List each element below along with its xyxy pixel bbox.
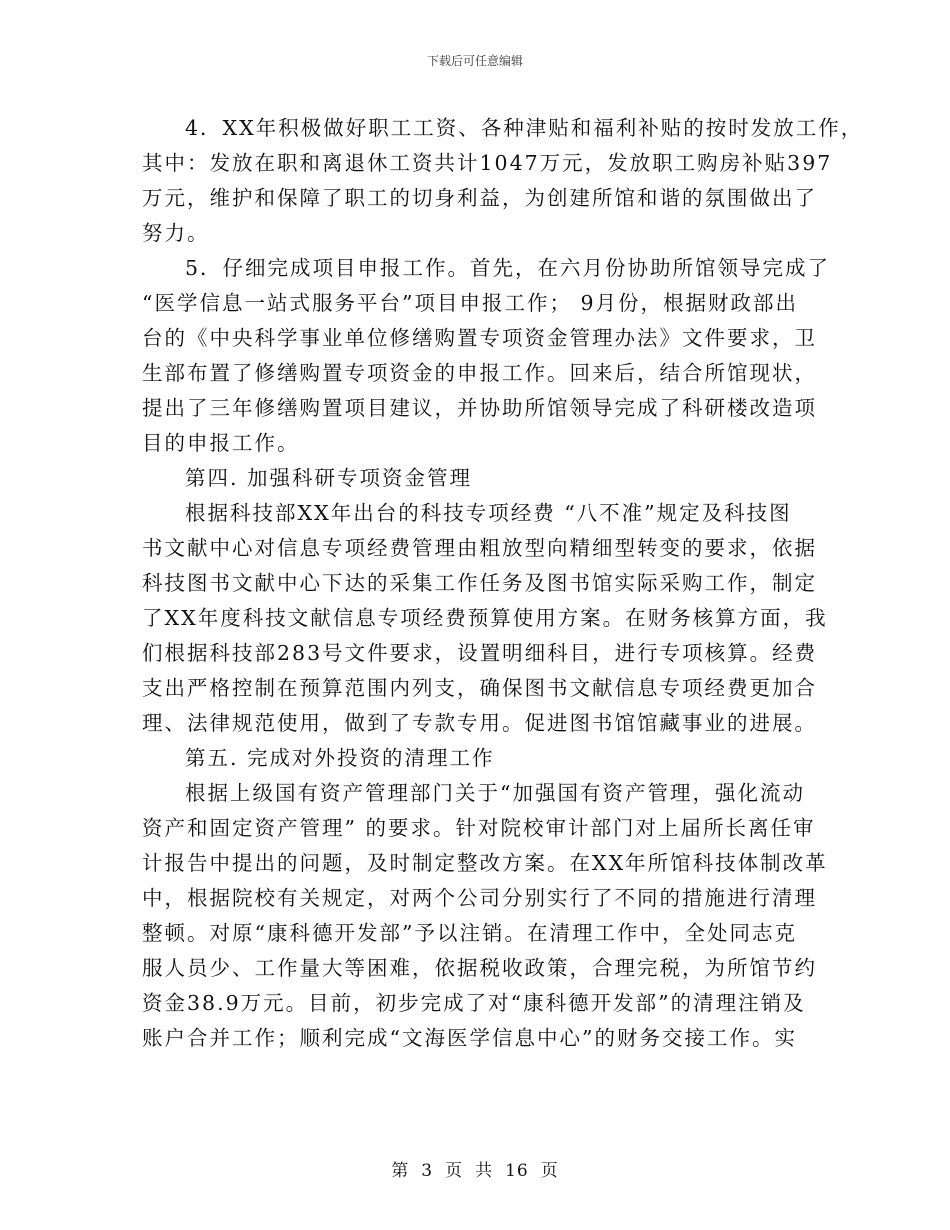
footer-di: 第	[391, 1161, 410, 1181]
body-line: 努力。	[142, 221, 210, 245]
body-line: 理、法律规范使用，做到了专款专用。促进图书馆馆藏事业的进展。	[142, 711, 817, 735]
page-number: 3	[421, 1161, 434, 1181]
page-footer	[0, 1156, 950, 1181]
footer-gong: 共	[475, 1161, 494, 1181]
footer-ye: 页	[445, 1161, 464, 1181]
body-line: 们根据科技部283号文件要求，设置明细科目，进行专项核算。经费	[142, 641, 818, 665]
body-line: 计报告中提出的问题，及时制定整改方案。在XX年所馆科技体制改革	[142, 851, 828, 875]
body-line: 服人员少、工作量大等困难，依据税收政策，合理完税，为所馆节约	[142, 956, 817, 980]
footer-ye2: 页	[540, 1161, 559, 1181]
body-line: 5．仔细完成项目申报工作。首先，在六月份协助所馆领导完成了	[185, 256, 831, 280]
body-line: “医学信息一站式服务平台”项目申报工作； 9月份，根据财政部出	[142, 291, 799, 315]
body-line: 账户合并工作；顺利完成“文海医学信息中心”的财务交接工作。实	[142, 1026, 797, 1050]
body-line: 资金38.9万元。目前，初步完成了对“康科德开发部”的清理注销及	[142, 991, 806, 1015]
body-line: 支出严格控制在预算范围内列支，确保图书文献信息专项经费更加合	[142, 676, 817, 700]
body-line: 4．XX年积极做好职工工资、各种津贴和福利补贴的按时发放工作，	[185, 116, 864, 140]
body-line: 提出了三年修缮购置项目建议，并协助所馆领导完成了科研楼改造项	[142, 396, 817, 420]
body-line: 目的申报工作。	[142, 431, 300, 455]
section-heading: 第四. 加强科研专项资金管理	[185, 466, 473, 490]
body-line: 台的《中央科学事业单位修缮购置专项资金管理办法》文件要求，卫	[142, 326, 817, 350]
body-line: 科技图书文献中心下达的采集工作任务及图书馆实际采购工作，制定	[142, 571, 817, 595]
page-header: 下载后可任意编辑	[426, 54, 523, 68]
section-heading: 第五. 完成对外投资的清理工作	[185, 746, 495, 770]
total-pages: 16	[505, 1161, 529, 1181]
body-line: 书文献中心对信息专项经费管理由粗放型向精细型转变的要求，依据	[142, 536, 817, 560]
body-line: 资产和固定资产管理” 的要求。针对院校审计部门对上届所长离任审	[142, 816, 816, 840]
body-line: 根据上级国有资产管理部门关于“加强国有资产管理，强化流动	[185, 781, 805, 805]
body-line: 中，根据院校有关规定，对两个公司分别实行了不同的措施进行清理	[142, 886, 817, 910]
body-line: 了XX年度科技文献信息专项经费预算使用方案。在财务核算方面，我	[142, 606, 828, 630]
body-line: 生部布置了修缮购置专项资金的申报工作。回来后，结合所馆现状，	[142, 361, 817, 385]
body-line: 根据科技部XX年出台的科技专项经费 “八不准”规定及科技图	[185, 501, 792, 525]
body-line: 其中：发放在职和离退休工资共计1047万元，发放职工购房补贴397	[142, 151, 833, 175]
body-line: 万元，维护和保障了职工的切身利益，为创建所馆和谐的氛围做出了	[142, 186, 817, 210]
body-line: 整顿。对原“康科德开发部”予以注销。在清理工作中，全处同志克	[142, 921, 797, 945]
